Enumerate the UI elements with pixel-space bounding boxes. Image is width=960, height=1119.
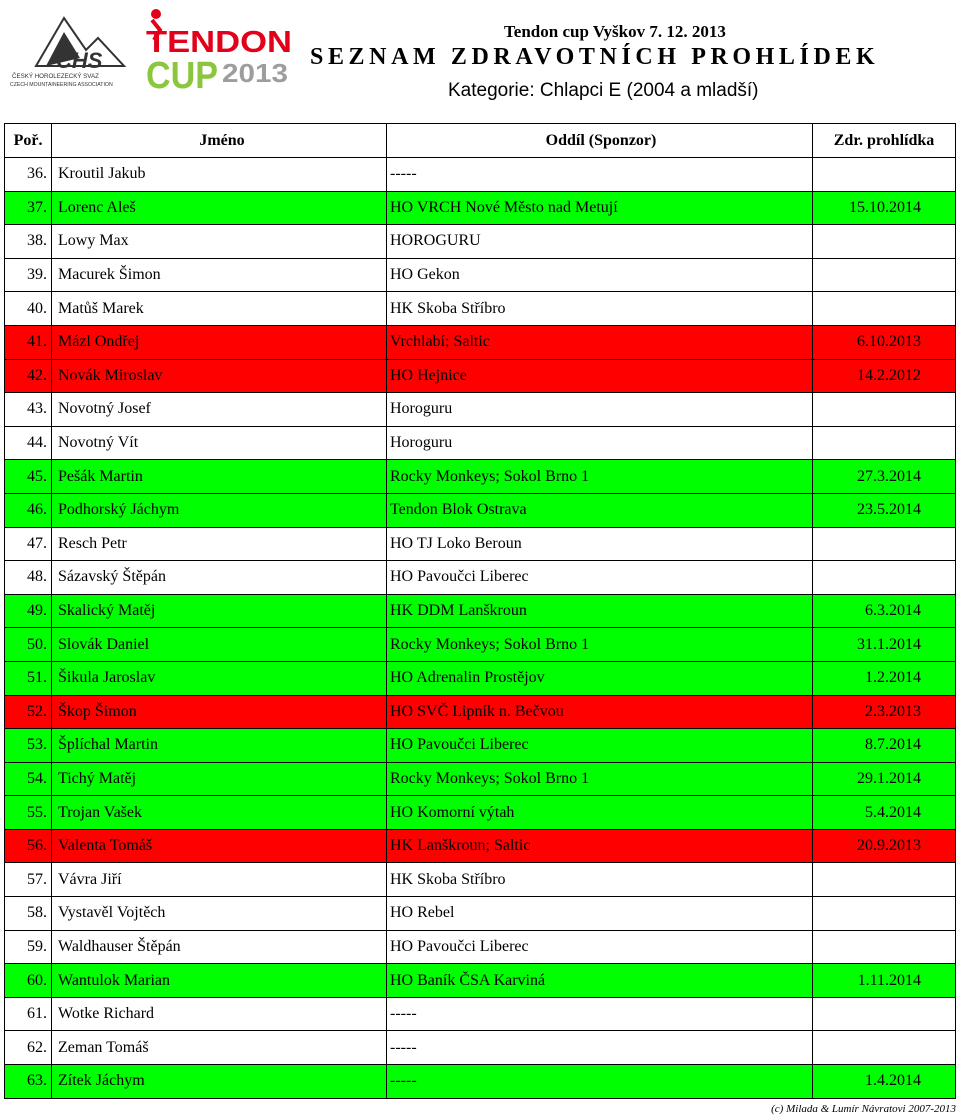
club-name: HK Skoba Stříbro xyxy=(387,863,813,897)
competitor-name: Novák Miroslav xyxy=(52,359,387,393)
competitor-name: Kroutil Jakub xyxy=(52,158,387,192)
table-row xyxy=(5,561,956,595)
club-name: HO VRCH Nové Město nad Metují xyxy=(387,191,813,225)
medical-check-date xyxy=(813,258,956,292)
table-row xyxy=(5,460,956,494)
row-number: 39. xyxy=(5,258,52,292)
competitor-name: Lorenc Aleš xyxy=(52,191,387,225)
club-name: Rocky Monkeys; Sokol Brno 1 xyxy=(387,762,813,796)
table-row xyxy=(5,897,956,931)
competitor-name: Wantulok Marian xyxy=(52,964,387,998)
row-number: 49. xyxy=(5,594,52,628)
medical-check-date: 20.9.2013 xyxy=(813,829,956,863)
row-number: 58. xyxy=(5,897,52,931)
table-row xyxy=(5,628,956,662)
competitor-name: Waldhauser Štěpán xyxy=(52,930,387,964)
club-name: HK DDM Lanškroun xyxy=(387,594,813,628)
table-row xyxy=(5,863,956,897)
row-number: 60. xyxy=(5,964,52,998)
club-name: ----- xyxy=(387,1031,813,1065)
table-row xyxy=(5,829,956,863)
row-number: 41. xyxy=(5,325,52,359)
row-number: 59. xyxy=(5,930,52,964)
table-row xyxy=(5,964,956,998)
chs-logo xyxy=(6,8,146,88)
club-name: HO Pavoučci Liberec xyxy=(387,729,813,763)
medical-check-date xyxy=(813,863,956,897)
club-name: HK Lanškroun; Saltic xyxy=(387,829,813,863)
club-name: HK Skoba Stříbro xyxy=(387,292,813,326)
competitor-name: Škop Šimon xyxy=(52,695,387,729)
row-number: 45. xyxy=(5,460,52,494)
competitor-name: Vávra Jiří xyxy=(52,863,387,897)
chs-logo-line1: ČESKÝ HOROLEZECKÝ SVAZ xyxy=(12,73,99,80)
club-name: HO Baník ČSA Karviná xyxy=(387,964,813,998)
row-number: 51. xyxy=(5,661,52,695)
competitor-name: Šplíchal Martin xyxy=(52,729,387,763)
medical-check-date: 1.4.2014 xyxy=(813,1065,956,1099)
column-header-name: Jméno xyxy=(52,124,387,158)
club-name: Tendon Blok Ostrava xyxy=(387,493,813,527)
row-number: 47. xyxy=(5,527,52,561)
list-title: SEZNAM ZDRAVOTNÍCH PROHLÍDEK xyxy=(310,44,880,70)
table-row xyxy=(5,191,956,225)
medical-check-date xyxy=(813,997,956,1031)
medical-check-date xyxy=(813,225,956,259)
medical-check-date: 23.5.2014 xyxy=(813,493,956,527)
table-row xyxy=(5,258,956,292)
medical-check-date: 6.3.2014 xyxy=(813,594,956,628)
column-header-date: Zdr. prohlídka xyxy=(813,124,956,158)
club-name: HO Pavoučci Liberec xyxy=(387,930,813,964)
tendon-logo-cup: CUP xyxy=(146,55,218,90)
row-number: 61. xyxy=(5,997,52,1031)
table-row xyxy=(5,527,956,561)
row-number: 38. xyxy=(5,225,52,259)
table-row xyxy=(5,225,956,259)
medical-check-date: 15.10.2014 xyxy=(813,191,956,225)
club-name: Horoguru xyxy=(387,393,813,427)
competitor-name: Zítek Jáchym xyxy=(52,1065,387,1099)
row-number: 37. xyxy=(5,191,52,225)
row-number: 55. xyxy=(5,796,52,830)
table-row xyxy=(5,359,956,393)
club-name: HO Komorní výtah xyxy=(387,796,813,830)
competitor-name: Novotný Vít xyxy=(52,426,387,460)
table-row xyxy=(5,594,956,628)
table-row xyxy=(5,1065,956,1099)
row-number: 53. xyxy=(5,729,52,763)
medical-check-date xyxy=(813,930,956,964)
table-row xyxy=(5,695,956,729)
club-name: Rocky Monkeys; Sokol Brno 1 xyxy=(387,628,813,662)
competitor-name: Lowy Max xyxy=(52,225,387,259)
competitor-name: Šikula Jaroslav xyxy=(52,661,387,695)
row-number: 48. xyxy=(5,561,52,595)
table-row xyxy=(5,661,956,695)
table-row xyxy=(5,393,956,427)
competitor-name: Zeman Tomáš xyxy=(52,1031,387,1065)
club-name: ----- xyxy=(387,158,813,192)
tendon-logo-year: 2013 xyxy=(222,58,288,88)
table-row xyxy=(5,762,956,796)
medical-check-date: 6.10.2013 xyxy=(813,325,956,359)
row-number: 43. xyxy=(5,393,52,427)
medical-check-date: 27.3.2014 xyxy=(813,460,956,494)
competitor-name: Mázl Ondřej xyxy=(52,325,387,359)
club-name: HO Hejnice xyxy=(387,359,813,393)
medical-check-date xyxy=(813,527,956,561)
competitor-name: Macurek Šimon xyxy=(52,258,387,292)
column-header-club: Oddíl (Sponzor) xyxy=(387,124,813,158)
medical-check-date xyxy=(813,426,956,460)
competitor-name: Resch Petr xyxy=(52,527,387,561)
club-name: ----- xyxy=(387,997,813,1031)
table-row xyxy=(5,796,956,830)
medical-check-date: 31.1.2014 xyxy=(813,628,956,662)
column-header-no: Poř. xyxy=(5,124,52,158)
competitor-name: Tichý Matěj xyxy=(52,762,387,796)
medical-check-date xyxy=(813,292,956,326)
club-name: Vrchlabí; Saltic xyxy=(387,325,813,359)
competitor-name: Slovák Daniel xyxy=(52,628,387,662)
competitor-name: Novotný Josef xyxy=(52,393,387,427)
table-row xyxy=(5,729,956,763)
medical-check-date: 29.1.2014 xyxy=(813,762,956,796)
club-name: Rocky Monkeys; Sokol Brno 1 xyxy=(387,460,813,494)
tendon-logo-word: TENDON xyxy=(146,24,292,59)
table-row xyxy=(5,426,956,460)
medical-check-date xyxy=(813,561,956,595)
row-number: 40. xyxy=(5,292,52,326)
competitor-name: Podhorský Jáchym xyxy=(52,493,387,527)
copyright-footer: (c) Milada & Lumír Návratovi 2007-2013 xyxy=(771,1103,956,1115)
row-number: 44. xyxy=(5,426,52,460)
row-number: 54. xyxy=(5,762,52,796)
row-number: 42. xyxy=(5,359,52,393)
medical-check-table xyxy=(4,123,956,1099)
competitor-name: Matůš Marek xyxy=(52,292,387,326)
competitor-name: Skalický Matěj xyxy=(52,594,387,628)
page-header xyxy=(0,0,960,122)
competitor-name: Vystavěl Vojtěch xyxy=(52,897,387,931)
table-row xyxy=(5,158,956,192)
table-row xyxy=(5,1031,956,1065)
category-label: Kategorie: Chlapci E (2004 a mladší) xyxy=(448,80,759,101)
competitor-name: Trojan Vašek xyxy=(52,796,387,830)
chs-logo-letters: CHS xyxy=(56,48,103,73)
competitor-name: Valenta Tomáš xyxy=(52,829,387,863)
competitor-name: Sázavský Štěpán xyxy=(52,561,387,595)
medical-check-date: 5.4.2014 xyxy=(813,796,956,830)
table-row xyxy=(5,997,956,1031)
competitor-name: Wotke Richard xyxy=(52,997,387,1031)
club-name: HO Gekon xyxy=(387,258,813,292)
club-name: HO SVČ Lipník n. Bečvou xyxy=(387,695,813,729)
competitor-name: Pešák Martin xyxy=(52,460,387,494)
medical-check-date xyxy=(813,393,956,427)
row-number: 50. xyxy=(5,628,52,662)
club-name: ----- xyxy=(387,1065,813,1099)
row-number: 52. xyxy=(5,695,52,729)
medical-check-date: 8.7.2014 xyxy=(813,729,956,763)
row-number: 46. xyxy=(5,493,52,527)
row-number: 57. xyxy=(5,863,52,897)
club-name: HOROGURU xyxy=(387,225,813,259)
medical-check-date: 1.11.2014 xyxy=(813,964,956,998)
row-number: 56. xyxy=(5,829,52,863)
tendon-cup-logo xyxy=(146,4,298,90)
table-row xyxy=(5,493,956,527)
table-row xyxy=(5,930,956,964)
club-name: Horoguru xyxy=(387,426,813,460)
medical-check-date xyxy=(813,158,956,192)
medical-check-date: 2.3.2013 xyxy=(813,695,956,729)
table-header-row xyxy=(5,124,956,158)
table-row xyxy=(5,325,956,359)
row-number: 62. xyxy=(5,1031,52,1065)
medical-check-date xyxy=(813,897,956,931)
club-name: HO Pavoučci Liberec xyxy=(387,561,813,595)
event-title: Tendon cup Vyškov 7. 12. 2013 xyxy=(504,22,726,41)
medical-check-date: 14.2.2012 xyxy=(813,359,956,393)
row-number: 36. xyxy=(5,158,52,192)
club-name: HO Rebel xyxy=(387,897,813,931)
medical-check-date xyxy=(813,1031,956,1065)
club-name: HO TJ Loko Beroun xyxy=(387,527,813,561)
table-row xyxy=(5,292,956,326)
club-name: HO Adrenalin Prostějov xyxy=(387,661,813,695)
row-number: 63. xyxy=(5,1065,52,1099)
chs-logo-line2: CZECH MOUNTAINEERING ASSOCIATION xyxy=(10,82,113,88)
medical-check-date: 1.2.2014 xyxy=(813,661,956,695)
